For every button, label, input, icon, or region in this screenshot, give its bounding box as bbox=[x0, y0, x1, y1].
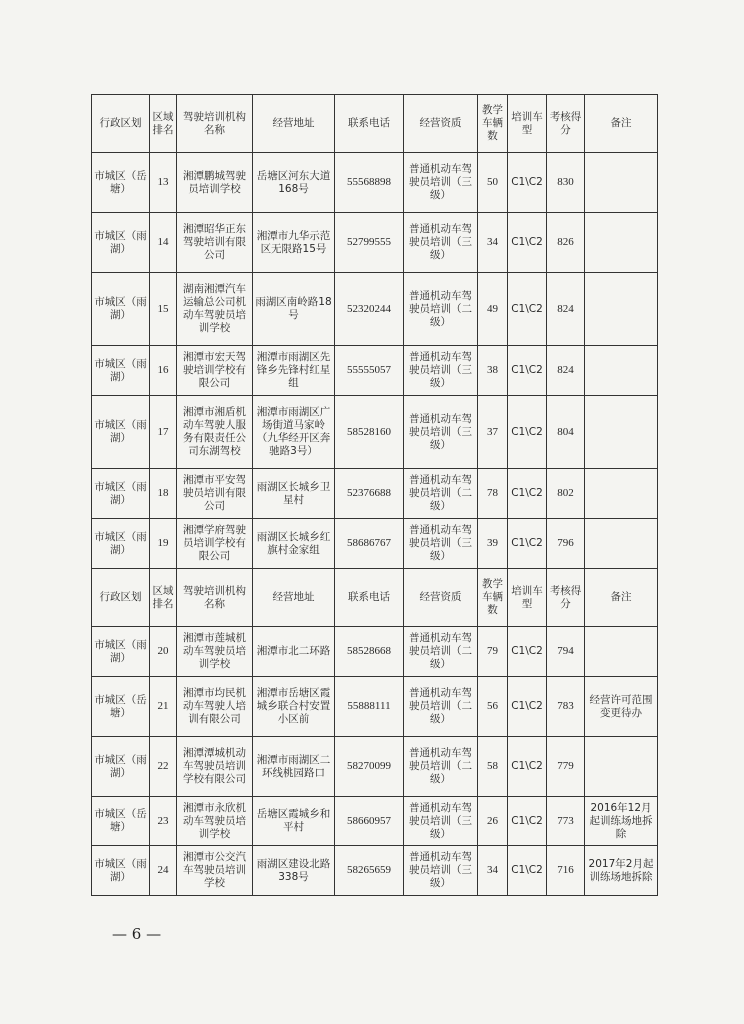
cell-address: 岳塘区河东大道168号 bbox=[253, 153, 335, 213]
cell-cars: 38 bbox=[478, 346, 508, 396]
cell-note bbox=[585, 737, 658, 797]
cell-note bbox=[585, 519, 658, 569]
cell-score: 824 bbox=[547, 346, 585, 396]
cell-qualification: 普通机动车驾驶员培训（三级） bbox=[404, 213, 478, 273]
cell-address: 雨湖区长城乡红旗村金家组 bbox=[253, 519, 335, 569]
cell-cars: 56 bbox=[478, 677, 508, 737]
cell-qualification: 普通机动车驾驶员培训（三级） bbox=[404, 846, 478, 896]
cell-rank: 15 bbox=[150, 273, 177, 346]
cell-rank: 17 bbox=[150, 396, 177, 469]
cell-address: 湘潭市岳塘区霞城乡联合村安置小区前 bbox=[253, 677, 335, 737]
cell-car-type: C1\C2 bbox=[508, 346, 547, 396]
cell-phone: 58270099 bbox=[335, 737, 404, 797]
cell-rank: 19 bbox=[150, 519, 177, 569]
cell-score: 802 bbox=[547, 469, 585, 519]
cell-car-type: C1\C2 bbox=[508, 153, 547, 213]
cell-note bbox=[585, 627, 658, 677]
cell-car-type: C1\C2 bbox=[508, 627, 547, 677]
cell-phone: 52799555 bbox=[335, 213, 404, 273]
cell-qualification: 普通机动车驾驶员培训（三级） bbox=[404, 797, 478, 846]
cell-address: 岳塘区霞城乡和平村 bbox=[253, 797, 335, 846]
cell-phone: 55568898 bbox=[335, 153, 404, 213]
cell-cars: 79 bbox=[478, 627, 508, 677]
header-phone: 联系电话 bbox=[335, 569, 404, 627]
cell-note bbox=[585, 346, 658, 396]
header-cars: 教学车辆数 bbox=[478, 569, 508, 627]
cell-car-type: C1\C2 bbox=[508, 396, 547, 469]
page-number: — 6 — bbox=[112, 925, 162, 943]
cell-note: 经营许可范围变更待办 bbox=[585, 677, 658, 737]
table-row bbox=[92, 346, 658, 396]
cell-cars: 50 bbox=[478, 153, 508, 213]
cell-rank: 20 bbox=[150, 627, 177, 677]
cell-cars: 37 bbox=[478, 396, 508, 469]
cell-school: 湘潭市莲城机动车驾驶员培训学校 bbox=[177, 627, 253, 677]
cell-score: 716 bbox=[547, 846, 585, 896]
cell-cars: 34 bbox=[478, 213, 508, 273]
header-school: 驾驶培训机构名称 bbox=[177, 569, 253, 627]
cell-car-type: C1\C2 bbox=[508, 677, 547, 737]
cell-rank: 23 bbox=[150, 797, 177, 846]
cell-qualification: 普通机动车驾驶员培训（二级） bbox=[404, 627, 478, 677]
cell-address: 湘潭市雨湖区广场街道马家岭（九华经开区奔驰路3号） bbox=[253, 396, 335, 469]
table-row bbox=[92, 273, 658, 346]
cell-score: 824 bbox=[547, 273, 585, 346]
table-row bbox=[92, 213, 658, 273]
cell-car-type: C1\C2 bbox=[508, 797, 547, 846]
cell-score: 779 bbox=[547, 737, 585, 797]
header-address: 经营地址 bbox=[253, 569, 335, 627]
cell-address: 雨湖区建设北路338号 bbox=[253, 846, 335, 896]
cell-address: 雨湖区南岭路18号 bbox=[253, 273, 335, 346]
cell-phone: 55555057 bbox=[335, 346, 404, 396]
cell-school: 湘潭市永欣机动车驾驶员培训学校 bbox=[177, 797, 253, 846]
driving-school-ranking-table bbox=[91, 94, 658, 896]
cell-phone: 58528160 bbox=[335, 396, 404, 469]
header-district: 行政区划 bbox=[92, 569, 150, 627]
cell-cars: 78 bbox=[478, 469, 508, 519]
cell-school: 湖南湘潭汽车运输总公司机动车驾驶员培训学校 bbox=[177, 273, 253, 346]
cell-qualification: 普通机动车驾驶员培训（三级） bbox=[404, 346, 478, 396]
cell-car-type: C1\C2 bbox=[508, 273, 547, 346]
table-row bbox=[92, 519, 658, 569]
cell-car-type: C1\C2 bbox=[508, 737, 547, 797]
cell-district: 市城区（雨湖） bbox=[92, 627, 150, 677]
cell-school: 湘潭市平安驾驶员培训有限公司 bbox=[177, 469, 253, 519]
header-note: 备注 bbox=[585, 95, 658, 153]
table-row bbox=[92, 797, 658, 846]
cell-cars: 39 bbox=[478, 519, 508, 569]
table-row bbox=[92, 627, 658, 677]
cell-district: 市城区（雨湖） bbox=[92, 273, 150, 346]
cell-school: 湘潭市均民机动车驾驶人培训有限公司 bbox=[177, 677, 253, 737]
cell-address: 湘潭市雨湖区二环线桃园路口 bbox=[253, 737, 335, 797]
cell-school: 湘潭市公交汽车驾驶员培训学校 bbox=[177, 846, 253, 896]
cell-rank: 21 bbox=[150, 677, 177, 737]
cell-cars: 49 bbox=[478, 273, 508, 346]
header-car-type: 培训车型 bbox=[508, 569, 547, 627]
header-qualification: 经营资质 bbox=[404, 569, 478, 627]
cell-note bbox=[585, 273, 658, 346]
cell-school: 湘潭学府驾驶员培训学校有限公司 bbox=[177, 519, 253, 569]
cell-district: 市城区（岳塘） bbox=[92, 797, 150, 846]
cell-score: 830 bbox=[547, 153, 585, 213]
cell-district: 市城区（雨湖） bbox=[92, 846, 150, 896]
table-row bbox=[92, 737, 658, 797]
cell-district: 市城区（雨湖） bbox=[92, 469, 150, 519]
cell-score: 783 bbox=[547, 677, 585, 737]
cell-address: 雨湖区长城乡卫星村 bbox=[253, 469, 335, 519]
cell-school: 湘潭市湘盾机动车驾驶人服务有限责任公司东湖驾校 bbox=[177, 396, 253, 469]
cell-qualification: 普通机动车驾驶员培训（三级） bbox=[404, 396, 478, 469]
cell-address: 湘潭市九华示范区无限路15号 bbox=[253, 213, 335, 273]
table-row bbox=[92, 153, 658, 213]
cell-cars: 34 bbox=[478, 846, 508, 896]
cell-district: 市城区（雨湖） bbox=[92, 346, 150, 396]
cell-district: 市城区（雨湖） bbox=[92, 737, 150, 797]
cell-score: 773 bbox=[547, 797, 585, 846]
cell-score: 796 bbox=[547, 519, 585, 569]
cell-phone: 55888111 bbox=[335, 677, 404, 737]
cell-car-type: C1\C2 bbox=[508, 846, 547, 896]
cell-cars: 58 bbox=[478, 737, 508, 797]
header-cars: 教学车辆数 bbox=[478, 95, 508, 153]
cell-qualification: 普通机动车驾驶员培训（三级） bbox=[404, 153, 478, 213]
header-address: 经营地址 bbox=[253, 95, 335, 153]
cell-car-type: C1\C2 bbox=[508, 469, 547, 519]
table-header-row bbox=[92, 95, 658, 153]
header-car-type: 培训车型 bbox=[508, 95, 547, 153]
cell-score: 826 bbox=[547, 213, 585, 273]
cell-qualification: 普通机动车驾驶员培训（二级） bbox=[404, 469, 478, 519]
cell-note bbox=[585, 213, 658, 273]
cell-rank: 22 bbox=[150, 737, 177, 797]
cell-phone: 58686767 bbox=[335, 519, 404, 569]
cell-car-type: C1\C2 bbox=[508, 213, 547, 273]
header-rank: 区域排名 bbox=[150, 569, 177, 627]
table-row bbox=[92, 677, 658, 737]
cell-school: 湘潭昭华正东驾驶培训有限公司 bbox=[177, 213, 253, 273]
cell-qualification: 普通机动车驾驶员培训（二级） bbox=[404, 737, 478, 797]
cell-note: 2017年2月起训练场地拆除 bbox=[585, 846, 658, 896]
table-row bbox=[92, 469, 658, 519]
header-score: 考核得分 bbox=[547, 569, 585, 627]
cell-rank: 13 bbox=[150, 153, 177, 213]
cell-district: 市城区（雨湖） bbox=[92, 396, 150, 469]
header-phone: 联系电话 bbox=[335, 95, 404, 153]
cell-note: 2016年12月起训练场地拆除 bbox=[585, 797, 658, 846]
header-rank: 区域排名 bbox=[150, 95, 177, 153]
cell-note bbox=[585, 469, 658, 519]
cell-phone: 58660957 bbox=[335, 797, 404, 846]
cell-phone: 52320244 bbox=[335, 273, 404, 346]
header-district: 行政区划 bbox=[92, 95, 150, 153]
cell-score: 804 bbox=[547, 396, 585, 469]
cell-phone: 58528668 bbox=[335, 627, 404, 677]
cell-rank: 24 bbox=[150, 846, 177, 896]
cell-address: 湘潭市北二环路 bbox=[253, 627, 335, 677]
cell-phone: 58265659 bbox=[335, 846, 404, 896]
cell-rank: 14 bbox=[150, 213, 177, 273]
cell-district: 市城区（雨湖） bbox=[92, 519, 150, 569]
cell-district: 市城区（岳塘） bbox=[92, 153, 150, 213]
table-row bbox=[92, 396, 658, 469]
cell-car-type: C1\C2 bbox=[508, 519, 547, 569]
cell-school: 湘潭鹏城驾驶员培训学校 bbox=[177, 153, 253, 213]
cell-qualification: 普通机动车驾驶员培训（三级） bbox=[404, 519, 478, 569]
header-qualification: 经营资质 bbox=[404, 95, 478, 153]
cell-qualification: 普通机动车驾驶员培训（二级） bbox=[404, 677, 478, 737]
cell-note bbox=[585, 396, 658, 469]
cell-phone: 52376688 bbox=[335, 469, 404, 519]
table-header-row bbox=[92, 569, 658, 627]
table-row bbox=[92, 846, 658, 896]
header-note: 备注 bbox=[585, 569, 658, 627]
header-school: 驾驶培训机构名称 bbox=[177, 95, 253, 153]
cell-school: 湘潭潭城机动车驾驶员培训学校有限公司 bbox=[177, 737, 253, 797]
cell-district: 市城区（岳塘） bbox=[92, 677, 150, 737]
cell-rank: 16 bbox=[150, 346, 177, 396]
cell-address: 湘潭市雨湖区先锋乡先锋村红星组 bbox=[253, 346, 335, 396]
cell-school: 湘潭市宏天驾驶培训学校有限公司 bbox=[177, 346, 253, 396]
cell-district: 市城区（雨湖） bbox=[92, 213, 150, 273]
cell-cars: 26 bbox=[478, 797, 508, 846]
cell-note bbox=[585, 153, 658, 213]
cell-rank: 18 bbox=[150, 469, 177, 519]
header-score: 考核得分 bbox=[547, 95, 585, 153]
cell-score: 794 bbox=[547, 627, 585, 677]
cell-qualification: 普通机动车驾驶员培训（二级） bbox=[404, 273, 478, 346]
